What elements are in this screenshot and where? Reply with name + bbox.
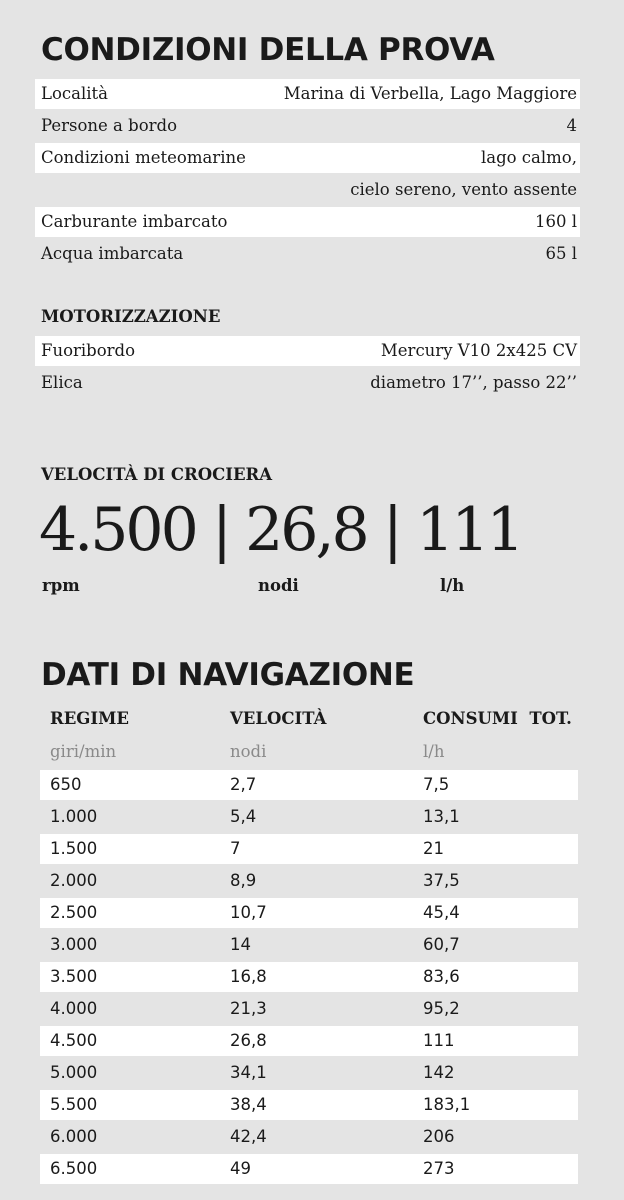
- cell-consumption: 60,7: [423, 935, 460, 954]
- cell-regime: 5.500: [50, 1095, 98, 1114]
- navigation-title: DATI DI NAVIGAZIONE: [41, 657, 415, 693]
- cruise-unit-rpm: rpm: [42, 576, 80, 595]
- cell-consumption: 273: [423, 1159, 455, 1178]
- table-row: [40, 1058, 578, 1088]
- row-value: cielo sereno, vento assente: [350, 180, 577, 199]
- row-value: diametro 17’’, passo 22’’: [370, 373, 577, 392]
- cell-speed: 16,8: [230, 967, 267, 986]
- row-label: Acqua imbarcata: [41, 244, 184, 263]
- table-row: [40, 770, 578, 800]
- cell-speed: 7: [230, 839, 241, 858]
- cell-regime: 3.000: [50, 935, 98, 954]
- table-row: [40, 802, 578, 832]
- cell-consumption: 95,2: [423, 999, 460, 1018]
- conditions-row: [35, 79, 580, 109]
- cell-speed: 5,4: [230, 807, 257, 826]
- cell-regime: 4.000: [50, 999, 98, 1018]
- column-unit-speed: nodi: [230, 742, 267, 761]
- table-row: [40, 866, 578, 896]
- cell-consumption: 37,5: [423, 871, 460, 890]
- cell-speed: 14: [230, 935, 251, 954]
- conditions-row: [35, 239, 580, 269]
- table-row: [40, 898, 578, 928]
- column-unit-consumption: l/h: [423, 742, 445, 761]
- cell-speed: 49: [230, 1159, 251, 1178]
- cell-speed: 10,7: [230, 903, 267, 922]
- cell-regime: 6.000: [50, 1127, 98, 1146]
- row-value: Mercury V10 2x425 CV: [380, 341, 577, 360]
- table-row: [40, 994, 578, 1024]
- table-row: [40, 962, 578, 992]
- row-label: Carburante imbarcato: [41, 212, 228, 231]
- cell-regime: 1.500: [50, 839, 98, 858]
- cell-consumption: 183,1: [423, 1095, 471, 1114]
- cell-consumption: 206: [423, 1127, 455, 1146]
- cell-speed: 8,9: [230, 871, 257, 890]
- cell-speed: 21,3: [230, 999, 267, 1018]
- table-row: [40, 930, 578, 960]
- column-unit-regime: giri/min: [50, 742, 117, 761]
- row-label: Elica: [41, 373, 83, 392]
- conditions-row: [35, 207, 580, 237]
- cell-regime: 1.000: [50, 807, 98, 826]
- cell-speed: 38,4: [230, 1095, 267, 1114]
- cell-speed: 34,1: [230, 1063, 267, 1082]
- column-header-regime: REGIME: [50, 709, 129, 728]
- cell-speed: 2,7: [230, 775, 257, 794]
- row-value: Marina di Verbella, Lago Maggiore: [283, 84, 577, 103]
- cell-speed: 42,4: [230, 1127, 267, 1146]
- engine-row: [35, 336, 580, 366]
- row-label: Fuoribordo: [41, 341, 136, 360]
- table-row: [40, 1090, 578, 1120]
- cell-consumption: 83,6: [423, 967, 460, 986]
- cell-regime: 3.500: [50, 967, 98, 986]
- conditions-row: [35, 111, 580, 141]
- cell-regime: 5.000: [50, 1063, 98, 1082]
- table-row: [40, 1154, 578, 1184]
- cruise-title: VELOCITÀ DI CROCIERA: [41, 465, 273, 484]
- conditions-title: CONDIZIONI DELLA PROVA: [41, 32, 495, 68]
- engine-row: [35, 368, 580, 398]
- table-row: [40, 1122, 578, 1152]
- row-label: Persone a bordo: [41, 116, 178, 135]
- row-value: 4: [566, 116, 577, 135]
- cell-consumption: 111: [423, 1031, 455, 1050]
- column-header-speed: VELOCITÀ: [230, 709, 327, 728]
- conditions-row: [35, 143, 580, 173]
- conditions-row: [35, 175, 580, 205]
- row-label: Condizioni meteomarine: [41, 148, 246, 167]
- cell-regime: 4.500: [50, 1031, 98, 1050]
- cell-regime: 2.000: [50, 871, 98, 890]
- cruise-figures: 4.500 | 26,8 | 111: [39, 495, 522, 565]
- row-value: lago calmo,: [480, 148, 577, 167]
- cell-speed: 26,8: [230, 1031, 267, 1050]
- row-value: 65 l: [545, 244, 577, 263]
- cell-consumption: 21: [423, 839, 444, 858]
- cell-consumption: 45,4: [423, 903, 460, 922]
- cell-regime: 6.500: [50, 1159, 98, 1178]
- cruise-unit-speed: nodi: [258, 576, 299, 595]
- cell-regime: 2.500: [50, 903, 98, 922]
- row-label: Località: [41, 84, 108, 103]
- table-row: [40, 834, 578, 864]
- cell-consumption: 13,1: [423, 807, 460, 826]
- cruise-unit-consumption: l/h: [440, 576, 465, 595]
- table-row: [40, 1026, 578, 1056]
- cell-regime: 650: [50, 775, 82, 794]
- cell-consumption: 7,5: [423, 775, 450, 794]
- engine-title: MOTORIZZAZIONE: [41, 307, 221, 326]
- column-header-consumption: CONSUMI TOT.: [423, 709, 572, 728]
- cell-consumption: 142: [423, 1063, 455, 1082]
- row-value: 160 l: [534, 212, 577, 231]
